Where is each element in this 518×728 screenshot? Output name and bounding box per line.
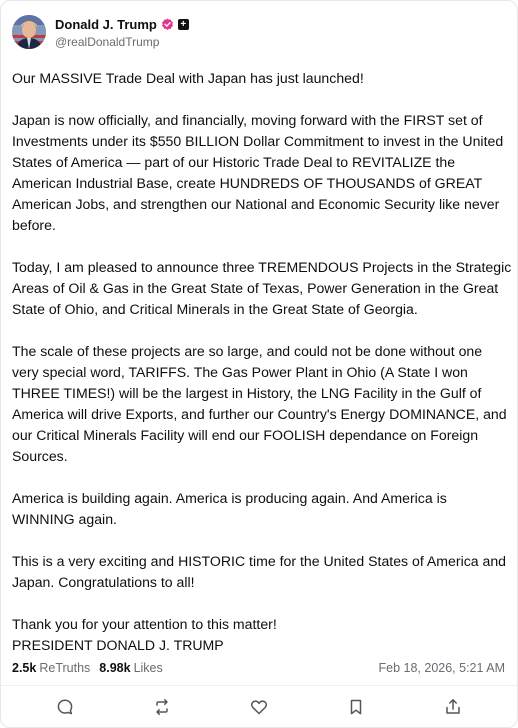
post-header	[12, 15, 189, 49]
post-paragraph: This is a very exciting and HISTORIC time for the United States of America and Japan. Congratulations to all!	[12, 553, 507, 590]
post-timestamp[interactable]: Feb 18, 2026, 5:21 AM	[378, 661, 505, 675]
reply-icon	[56, 698, 74, 716]
post-paragraph: Today, I am pleased to announce three TREMENDOUS Projects in the Strategic Areas of Oil & Gas in the Great State of Texas, Power Generation in the Great State of Ohio, and Critical Minerals in the Great State of Georgia.	[12, 259, 512, 317]
share-button[interactable]	[437, 691, 469, 723]
retruth-button[interactable]	[146, 691, 178, 723]
share-icon	[444, 698, 462, 716]
post-paragraph: America is building again. America is producing again. And America is WINNING again.	[12, 490, 447, 527]
likes-stat[interactable]	[99, 661, 162, 675]
bookmark-icon	[347, 698, 365, 716]
post-body	[12, 68, 512, 656]
verified-badge-icon	[161, 18, 174, 31]
post-stats	[12, 661, 505, 675]
plus-badge-icon: +	[178, 19, 189, 30]
author-block	[55, 17, 189, 48]
retruths-stat[interactable]	[12, 661, 90, 675]
author-handle[interactable]: @realDonaldTrump	[55, 34, 160, 49]
avatar[interactable]	[12, 15, 46, 49]
reply-button[interactable]	[49, 691, 81, 723]
bookmark-button[interactable]	[340, 691, 372, 723]
retruth-icon	[153, 698, 171, 716]
like-icon	[250, 698, 268, 716]
avatar-image	[12, 15, 46, 49]
author-display-name[interactable]: Donald J. Trump	[55, 17, 157, 32]
likes-label: Likes	[133, 661, 163, 675]
retruths-count: 2.5k	[12, 661, 37, 675]
post-paragraph: The scale of these projects are so large, and could not be done without one very special word, TARIFFS. The Gas Power Plant in Ohio (A State I won THREE TIMES!) will be the largest in History, the LNG Facility in the Gulf of America will drive Exports, and further our Country's Energy DOMINANCE, and our Critical Minerals Facility will end our FOOLISH dependance on Foreign Sources.	[12, 343, 507, 464]
post-paragraph: Thank you for your attention to this matter! PRESIDENT DONALD J. TRUMP	[12, 616, 277, 653]
likes-count: 8.98k	[99, 661, 131, 675]
like-button[interactable]	[243, 691, 275, 723]
retruths-label: ReTruths	[39, 661, 91, 675]
post-paragraph: Our MASSIVE Trade Deal with Japan has just launched!	[12, 70, 364, 86]
action-bar	[1, 685, 517, 727]
post-paragraph: Japan is now officially, and financially, moving forward with the FIRST set of Investments under its $550 BILLION Dollar Commitment to invest in the United States of America — part of our Historic Trade Deal to REVITALIZE the American Industrial Base, create HUNDREDS OF THOUSANDS of GREAT American Jobs, and strengthen our National and Economic Security like never before.	[12, 112, 504, 233]
